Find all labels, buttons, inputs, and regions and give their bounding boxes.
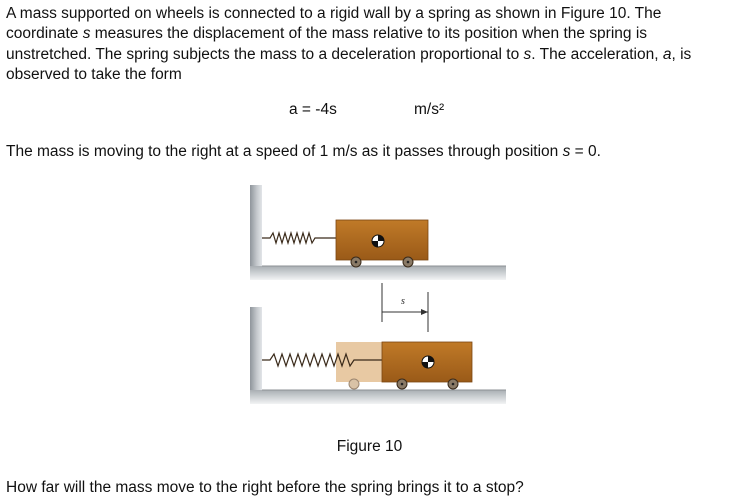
figure-caption: Figure 10 [336, 438, 403, 455]
wall [250, 185, 262, 271]
equation-units: m/s² [414, 101, 445, 118]
question: How far will the mass move to the right before the spring brings it to a stop? [6, 479, 524, 496]
floor [250, 390, 506, 404]
var-s: s [523, 45, 532, 63]
center-of-mass-icon [372, 235, 384, 247]
wheel-icon [351, 257, 361, 267]
spring [262, 233, 336, 243]
wall [250, 307, 262, 395]
wheel-icon [349, 379, 359, 389]
displacement-dimension [382, 283, 428, 332]
center-of-mass-icon [422, 356, 434, 368]
var-s: s [562, 143, 571, 160]
wheel-icon [397, 379, 407, 389]
figure-10 [248, 180, 508, 425]
wheel-icon [448, 379, 458, 389]
equation-lhs: a = -4s [289, 101, 337, 118]
dimension-label: s [401, 296, 405, 307]
floor [250, 266, 506, 280]
problem-statement: The mass is moving to the right at a speed of 1 m/s as it passes through position s = 0. [6, 143, 601, 160]
problem-intro: A mass supported on wheels is connected to a rigid wall by a spring as shown in Figure 10. The coordinate s measures the displacement of the mass relative to its position when the spring is unstretched. The spring subjects the mass to a deceleration proportional to s. The acceleration, a, is observed to take the form [6, 5, 692, 83]
bottom-configuration [250, 307, 506, 404]
top-configuration [250, 185, 506, 280]
var-s: s [82, 25, 91, 43]
wheel-icon [403, 257, 413, 267]
var-a: a [662, 45, 672, 63]
